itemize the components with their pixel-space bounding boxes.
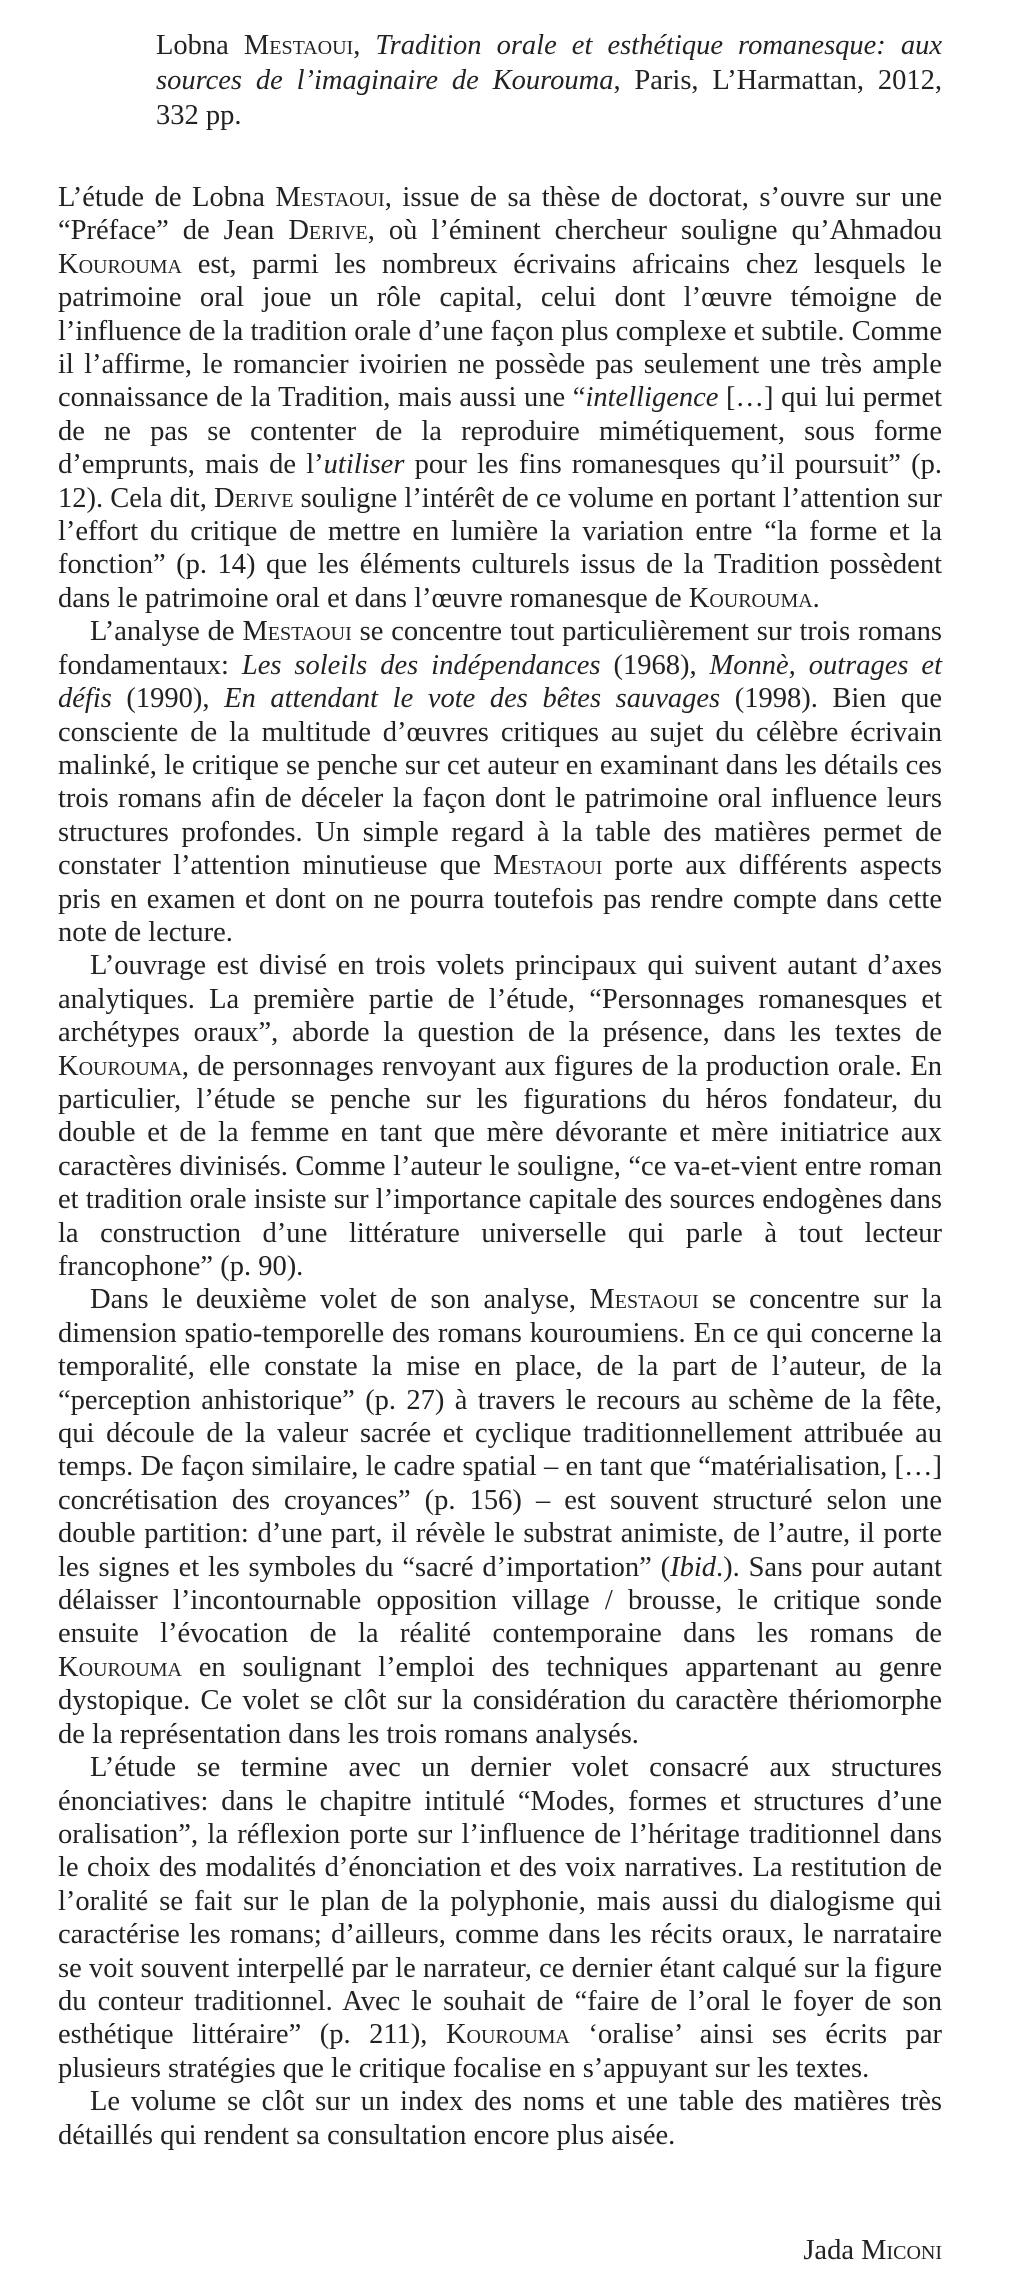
reviewer-first-name: Jada (803, 2235, 862, 2266)
author-name: Kourouma (688, 582, 813, 614)
review-paragraph (58, 1751, 942, 2085)
author-name: Kourouma (58, 1050, 182, 1082)
text-run: Le volume se clôt sur un index des noms et une table des matières très détaillés qui rendent sa consultation encore plus aisée. (58, 2086, 942, 2151)
author-name: Mestaoui (242, 616, 352, 648)
citation-book-title: Tradition orale et esthétique romanesque: aux sources de l’imaginaire de Kourouma (156, 30, 943, 96)
italic-text: utiliser (323, 449, 405, 481)
review-paragraph (58, 949, 942, 1283)
reviewer-last-name: Miconi (861, 2235, 942, 2266)
review-body (58, 181, 942, 2152)
text-run: (1990), (111, 683, 225, 715)
text-run: pour les fins romanesques qu’il poursuit” (p. 12). Cela dit, (58, 449, 942, 514)
text-run: L’ouvrage est divisé en trois volets principaux qui suivent autant d’axes analytiques. La première partie de l’étude, “Personnages romanesques et archétypes oraux”, aborde la question de la présence, dans les textes de (58, 950, 942, 1049)
review-paragraph (58, 2085, 942, 2152)
author-name: Mestaoui (275, 182, 385, 213)
text-run: en soulignant l’emploi des techniques appartenant au genre dystopique. Ce volet se clôt sur la considération du caractère thériomorphe de la représentation dans les trois romans analysés. (58, 1651, 942, 1750)
text-run: ‘oralise’ ainsi ses écrits par plusieurs stratégies que le critique focalise en s’appuyant sur les textes. (58, 2019, 943, 2084)
italic-text: Monnè, outrages et défis (58, 649, 942, 715)
text-run: porte aux différents aspects pris en examen et dont on ne pourra toutefois pas rendre compte dans cette note de lecture. (58, 850, 942, 948)
text-run: .). Sans pour autant délaisser l’incontournable opposition village / brousse, le critique sonde ensuite l’évocation de la réalité contemporaine dans les romans de (58, 1551, 942, 1650)
italic-text: Les soleils des indépendances (241, 649, 601, 681)
author-name: Mestaoui (493, 850, 603, 882)
review-paragraph (58, 615, 942, 949)
author-name: Derive (288, 215, 368, 247)
author-name: Kourouma (58, 1651, 182, 1683)
reviewer-signature (803, 2234, 942, 2268)
text-run: , issue de sa thèse de doctorat, s’ouvre sur une “Préface” de Jean (58, 182, 942, 247)
text-run: L’étude se termine avec un dernier volet consacré aux structures énonciatives: dans le chapitre intitulé “Modes, formes et structures d’une oralisation”, la réflexion porte sur l’influence de l’héritage traditionnel dans le choix des modalités d’énonciation et des voix narratives. La restitution de l’oralité se fait sur le plan de la polyphonie, mais aussi du dialogisme qui caractérise les romans; d’ailleurs, comme dans les récits oraux, le narrataire se voit souvent interpellé par le narrateur, ce dernier étant calqué sur la figure du conteur traditionnel. Avec le souhait de “faire de l’oral le foyer de son esthétique littéraire” (p. 211), (58, 1752, 942, 2051)
italic-text: En attendant le vote des bêtes sauvages (224, 683, 721, 715)
author-name: Derive (214, 482, 294, 514)
author-name: Kourouma (445, 2019, 570, 2051)
review-paragraph (58, 1283, 942, 1751)
text-run: , où l’éminent chercheur souligne qu’Ahmadou (367, 215, 942, 247)
text-run: (1968), (600, 649, 710, 681)
text-run: souligne l’intérêt de ce volume en portant l’attention sur l’effort du critique de mettre en lumière la variation entre “la forme et la fonction” (p. 14) que les éléments culturels issus de la Tradition possèdent dans le patrimoine oral et dans l’œuvre romanesque de (58, 482, 942, 614)
italic-text: intelligence (585, 382, 719, 414)
text-run: L’étude de Lobna (58, 182, 276, 213)
citation-author-last: Mestaoui (243, 30, 354, 61)
text-run: (1998). Bien que consciente de la multitude d’œuvres critiques au sujet du célèbre écrivain malinké, le critique se penche sur cet auteur en examinant dans les détails ces trois romans afin de déceler la façon dont le patrimoine oral influence leurs structures profondes. Un simple regard à la table des matières permet de constater l’attention minutieuse que (58, 683, 942, 882)
text-run: est, parmi les nombreux écrivains africains chez lesquels le patrimoine oral joue un rôle capital, celui dont l’œuvre témoigne de l’influence de la tradition orale d’une façon plus complexe et subtile. Comme il l’affirme, le romancier ivoirien ne possède pas seulement une très ample connaissance de la Tradition, mais aussi une “ (58, 248, 942, 414)
text-run: se concentre sur la dimension spatio-temporelle des romans kouroumiens. En ce qui concerne la temporalité, elle constate la mise en place, de la part de l’auteur, de la “perception anhistorique” (p. 27) à travers le recours au schème de la fête, qui découle de la valeur sacrée et cyclique traditionnellement attribuée au temps. De façon similaire, le cadre spatial – en tant que “matérialisation, […] concrétisation des croyances” (p. 156) – est souvent structuré selon une double partition: d’une part, il révèle le substrat animiste, de l’autre, il porte les signes et les symboles du “sacré d’importation” ( (58, 1284, 942, 1583)
citation-publication: , Paris, L’Harmattan, 2012, 332 pp. (156, 65, 943, 131)
review-paragraph (58, 181, 942, 615)
text-run: se concentre tout particulièrement sur trois romans fondamentaux: (58, 616, 942, 681)
text-run: […] qui lui permet de ne pas se contenter de la reproduire mimétiquement, sous forme d’emprunts, mais de l’ (58, 382, 942, 481)
text-run: . (812, 582, 820, 614)
author-name: Kourouma (58, 248, 182, 280)
italic-text: Ibid (670, 1551, 716, 1583)
author-name: Mestaoui (589, 1284, 699, 1316)
book-citation: Lobna Mestaoui, Tradition orale et esthétique romanesque: aux sources de l’imaginaire de Kourouma, Paris, L’Harmattan, 2012, 332 pp. (156, 30, 943, 131)
text-run: , de personnages renvoyant aux figures de la production orale. En particulier, l’étude se penche sur les figurations du héros fondateur, du double et de la femme en tant que mère dévorante et mère initiatrice aux caractères divinisés. Comme l’auteur le souligne, “ce va-et-vient entre roman et tradition orale insiste sur l’importance capitale des sources endogènes dans la construction d’une littérature universelle qui parle à tout lecteur francophone” (p. 90). (58, 1050, 942, 1282)
text-run: L’analyse de (90, 616, 243, 648)
text-run: Dans le deuxième volet de son analyse, (90, 1284, 590, 1316)
citation-author-first: Lobna (156, 30, 244, 61)
